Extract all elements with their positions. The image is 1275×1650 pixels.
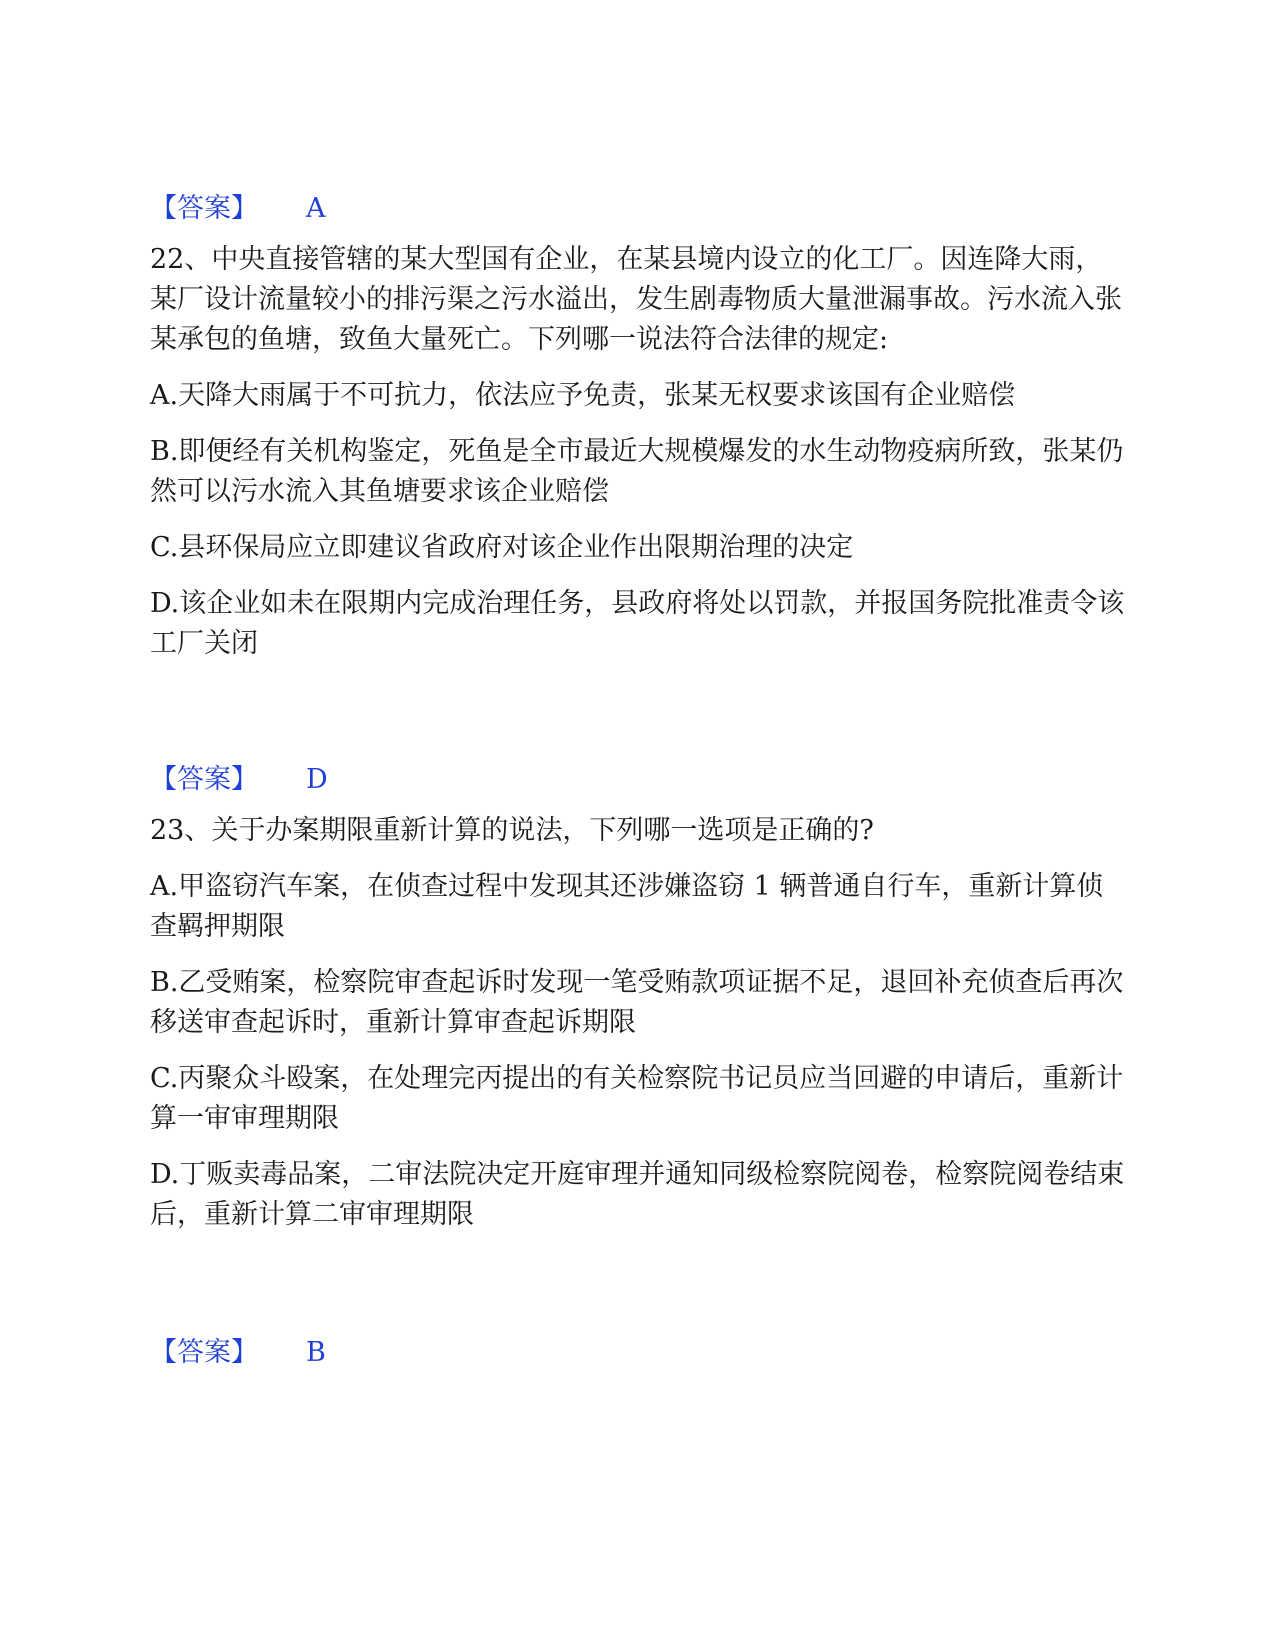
option-a: A.甲盗窃汽车案，在侦查过程中发现其还涉嫌盗窃 1 辆普通自行车，重新计算侦查羁押期限 [150,871,1104,942]
answer-value: B [306,1337,326,1368]
option-b: B.即便经有关机构鉴定，死鱼是全市最近大规模爆发的水生动物疫病所致，张某仍然可以污水流入其鱼塘要求该企业赔偿 [150,436,1124,507]
answer-line-3 [150,1330,326,1369]
answer-label: 【答案】 [150,1337,258,1368]
question-23 [150,811,1125,1251]
answer-line-2 [150,757,328,796]
option-d: D.丁贩卖毒品案，二审法院决定开庭审理并通知同级检察院阅卷，检察院阅卷结束后，重新计算二审审理期限 [150,1159,1125,1230]
option-b: B.乙受贿案，检察院审查起诉时发现一笔受贿款项证据不足，退回补充侦查后再次移送审查起诉时，重新计算审查起诉期限 [150,967,1124,1038]
answer-label: 【答案】 [150,193,258,224]
question-stem: 23、关于办案期限重新计算的说法，下列哪一选项是正确的? [150,815,874,846]
answer-value: D [306,764,328,795]
answer-line-1 [150,186,326,225]
question-22 [150,240,1125,680]
answer-label: 【答案】 [150,764,258,795]
option-c: C.县环保局应立即建议省政府对该企业作出限期治理的决定 [150,532,854,563]
option-a: A.天降大雨属于不可抗力，依法应予免责，张某无权要求该国有企业赔偿 [150,380,1016,411]
question-stem: 22、中央直接管辖的某大型国有企业，在某县境内设立的化工厂。因连降大雨，某厂设计流量较小的排污渠之污水溢出，发生剧毒物质大量泄漏事故。污水流入张某承包的鱼塘，致鱼大量死亡。下列哪一说法符合法律的规定: [150,244,1122,355]
option-c: C.丙聚众斗殴案，在处理完丙提出的有关检察院书记员应当回避的申请后，重新计算一审审理期限 [150,1063,1124,1134]
option-d: D.该企业如未在限期内完成治理任务，县政府将处以罚款，并报国务院批准责令该工厂关闭 [150,588,1125,659]
answer-value: A [306,193,326,224]
